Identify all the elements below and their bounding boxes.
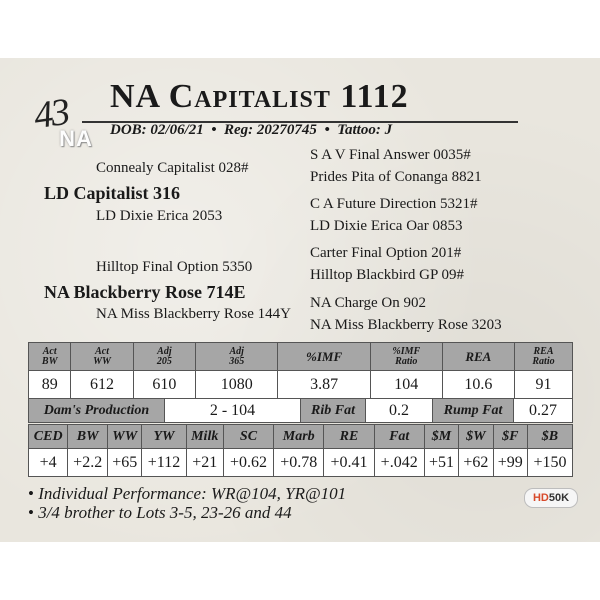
hdr-bw: BW: [68, 425, 108, 449]
hdr-adj-365: Adj 365: [196, 343, 278, 371]
na-logo-text: NA: [59, 126, 93, 151]
rib-fat-label: Rib Fat: [301, 399, 366, 423]
performance-header-row: [29, 343, 573, 371]
val-bw: +2.2: [68, 449, 108, 477]
hdr-re: RE: [324, 425, 374, 449]
note-item: • 3/4 brother to Lots 3-5, 23-26 and 44: [28, 503, 346, 522]
val-ced: +4: [29, 449, 68, 477]
rump-fat-label: Rump Fat: [433, 399, 514, 423]
pedigree-sire-dam: LD Dixie Erica 2053: [96, 208, 223, 224]
reg-number: Reg: 20270745: [224, 122, 317, 138]
pedigree-dam-dam: NA Miss Blackberry Rose 144Y: [96, 306, 291, 322]
pedigree-sire: LD Capitalist 316: [44, 183, 181, 203]
val-milk: +21: [186, 449, 223, 477]
val-adj-205: 610: [133, 371, 195, 399]
epd-table: [28, 424, 573, 477]
dams-production-value: 2 - 104: [165, 399, 301, 423]
performance-table: [28, 342, 573, 399]
val-dollar-w: +62: [459, 449, 493, 477]
hdr-dollar-w: $W: [459, 425, 493, 449]
val-rea: 10.6: [442, 371, 514, 399]
hdr-rea: REA: [442, 343, 514, 371]
epd-value-row: [29, 449, 573, 477]
hdr-dollar-b: $B: [527, 425, 572, 449]
na-logo: [50, 126, 102, 156]
hdr-act-ww: Act WW: [71, 343, 133, 371]
val-dollar-f: +99: [493, 449, 527, 477]
val-re: +0.41: [324, 449, 374, 477]
lot-number: 43: [31, 90, 71, 138]
note-item: • Individual Performance: WR@104, YR@101: [28, 484, 346, 503]
hd50k-badge: HD50K: [524, 488, 578, 508]
pedigree-sire-sire: Connealy Capitalist 028#: [96, 160, 249, 176]
val-marb: +0.78: [274, 449, 324, 477]
pedigree-right-4: LD Dixie Erica Oar 0853: [310, 218, 463, 234]
rump-fat-value: 0.27: [514, 399, 573, 423]
val-act-ww: 612: [71, 371, 133, 399]
val-fat: +.042: [374, 449, 424, 477]
val-dollar-b: +150: [527, 449, 572, 477]
animal-name: NA Capitalist 1112: [110, 78, 409, 115]
pedigree-right-1: S A V Final Answer 0035#: [310, 147, 471, 163]
epd-header-row: [29, 425, 573, 449]
hdr-dollar-m: $M: [424, 425, 458, 449]
pedigree-right-3: C A Future Direction 5321#: [310, 196, 478, 212]
val-yw: +112: [142, 449, 186, 477]
hdr-marb: Marb: [274, 425, 324, 449]
hdr-milk: Milk: [186, 425, 223, 449]
pedigree-dam: NA Blackberry Rose 714E: [44, 282, 246, 302]
val-imf: 3.87: [278, 371, 371, 399]
pedigree-right-2: Prides Pita of Conanga 8821: [310, 169, 482, 185]
val-dollar-m: +51: [424, 449, 458, 477]
notes-list: [28, 484, 346, 522]
pedigree-dam-sire: Hilltop Final Option 5350: [96, 259, 253, 275]
dob: DOB: 02/06/21: [110, 122, 204, 138]
pedigree-right-8: NA Miss Blackberry Rose 3203: [310, 317, 502, 333]
val-sc: +0.62: [223, 449, 273, 477]
hdr-imf-ratio: %IMF Ratio: [370, 343, 442, 371]
pedigree-right-5: Carter Final Option 201#: [310, 245, 462, 261]
performance-value-row: [29, 371, 573, 399]
hdr-dollar-f: $F: [493, 425, 527, 449]
hdr-imf: %IMF: [278, 343, 371, 371]
val-adj-365: 1080: [196, 371, 278, 399]
hdr-adj-205: Adj 205: [133, 343, 195, 371]
val-act-bw: 89: [29, 371, 71, 399]
rib-fat-value: 0.2: [366, 399, 433, 423]
hdr-act-bw: Act BW: [29, 343, 71, 371]
hdr-fat: Fat: [374, 425, 424, 449]
pedigree-right-6: Hilltop Blackbird GP 09#: [310, 267, 465, 283]
hdr-ww: WW: [108, 425, 142, 449]
val-imf-ratio: 104: [370, 371, 442, 399]
registration-line: DOB: 02/06/21 • Reg: 20270745 • Tattoo: J: [110, 122, 393, 138]
dam-production-table: [28, 398, 573, 423]
hdr-yw: YW: [142, 425, 186, 449]
tattoo: Tattoo: J: [337, 122, 393, 138]
hdr-sc: SC: [223, 425, 273, 449]
dams-production-label: Dam's Production: [29, 399, 165, 423]
hdr-ced: CED: [29, 425, 68, 449]
dam-production-row: [29, 399, 573, 423]
val-ww: +65: [108, 449, 142, 477]
hdr-rea-ratio: REA Ratio: [515, 343, 573, 371]
pedigree-right-7: NA Charge On 902: [310, 295, 426, 311]
val-rea-ratio: 91: [515, 371, 573, 399]
